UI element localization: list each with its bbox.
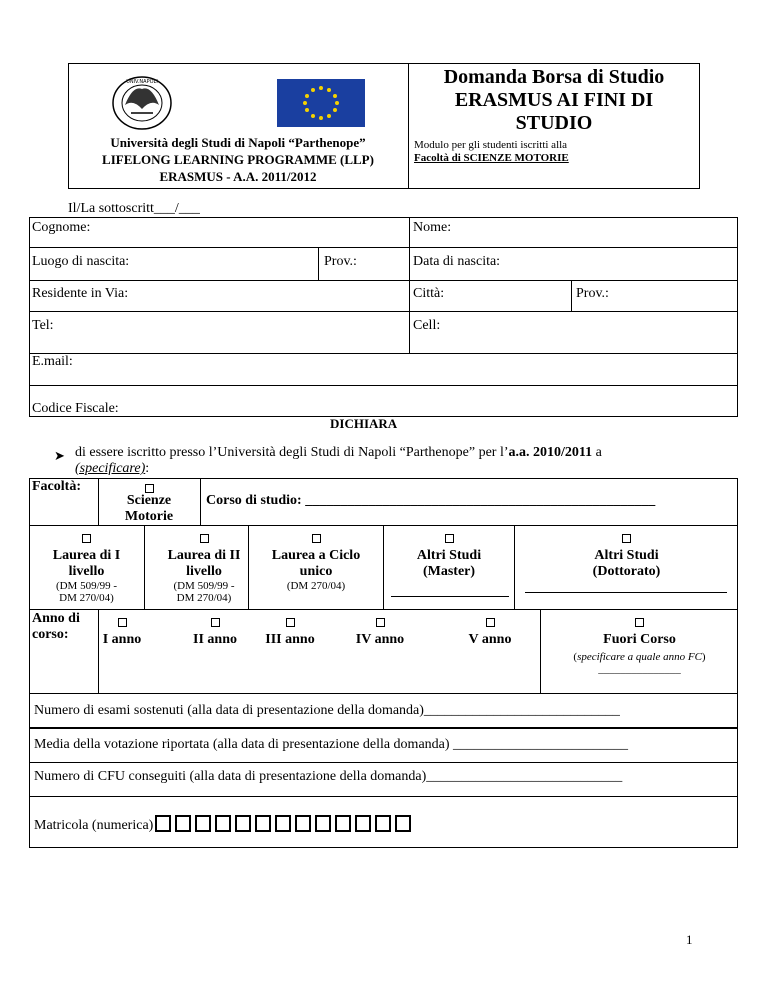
anno-iii-checkbox[interactable] (286, 618, 295, 627)
ciclo-unico-unico: unico (299, 564, 333, 579)
university-seal-icon (111, 75, 173, 136)
citta-field[interactable]: Città: (413, 286, 445, 301)
dottorato-blank-line[interactable] (525, 592, 727, 593)
programme-name: LIFELONG LEARNING PROGRAMME (LLP) (102, 152, 374, 167)
laurea-ii-label: Laurea di II (167, 548, 241, 563)
master-label: Altri Studi (416, 548, 482, 563)
laurea-i-dm-1: (DM 509/99 - (55, 580, 118, 592)
title-line-2: ERASMUS AI FINI DI (454, 89, 654, 111)
scienze-motorie-checkbox[interactable] (145, 484, 154, 493)
title-line-1: Domanda Borsa di Studio (443, 66, 665, 88)
anno-iv-checkbox[interactable] (376, 618, 385, 627)
specificare-note: (specificare): (75, 461, 150, 476)
dottorato-checkbox[interactable] (622, 534, 631, 543)
laurea-ii-livello: livello (186, 564, 222, 579)
cfu-field[interactable]: Numero di CFU conseguiti (alla data di presentazione della domanda)____________________________ (34, 769, 623, 784)
arrow-bullet-icon: ➤ (54, 448, 65, 463)
university-name: Università degli Studi di Napoli “Parthenope” (110, 135, 366, 150)
fuori-corso-note: (specificare a quale anno FC) (573, 651, 706, 663)
cognome-field[interactable]: Cognome: (32, 220, 91, 235)
facolta-label: Facoltà: (32, 479, 81, 494)
residente-field[interactable]: Residente in Via: (32, 286, 129, 301)
matricola-digit-box[interactable] (335, 815, 351, 832)
svg-text:UNIV.NAPOLI: UNIV.NAPOLI (126, 79, 158, 85)
fuori-corso-label: Fuori Corso (603, 632, 676, 647)
tel-field[interactable]: Tel: (32, 318, 54, 333)
anno-v-checkbox[interactable] (486, 618, 495, 627)
sottoscritt-label: Il/La sottoscritt___/___ (68, 201, 200, 216)
laurea-ii-checkbox[interactable] (200, 534, 209, 543)
scienze-label-2: Motorie (124, 509, 174, 524)
dichiara-heading: DICHIARA (330, 416, 398, 431)
matricola-digit-box[interactable] (275, 815, 291, 832)
dottorato-type: (Dottorato) (592, 564, 661, 579)
ciclo-unico-checkbox[interactable] (312, 534, 321, 543)
matricola-field[interactable]: Matricola (numerica) (34, 815, 415, 832)
ciclo-unico-dm: (DM 270/04) (286, 580, 346, 592)
master-checkbox[interactable] (445, 534, 454, 543)
email-field[interactable]: E.mail: (32, 354, 73, 369)
anno-v-label: V anno (468, 632, 512, 647)
scienze-label-1: Scienze (126, 493, 172, 508)
luogo-nascita-field[interactable]: Luogo di nascita: (32, 254, 130, 269)
facolta-text: Facoltà di SCIENZE MOTORIE (414, 152, 569, 164)
title-line-3: STUDIO (515, 112, 593, 134)
matricola-digit-box[interactable] (315, 815, 331, 832)
anno-iv-label: IV anno (355, 632, 405, 647)
page-number: 1 (686, 932, 693, 947)
master-type: (Master) (422, 564, 476, 579)
matricola-digit-box[interactable] (235, 815, 251, 832)
laurea-ii-dm-2: DM 270/04) (176, 592, 232, 604)
matricola-digit-box[interactable] (215, 815, 231, 832)
anno-ii-checkbox[interactable] (211, 618, 220, 627)
anno-label-2: corso: (32, 627, 69, 642)
ciclo-unico-label: Laurea a Ciclo (271, 548, 361, 563)
prov-field[interactable]: Prov.: (324, 254, 357, 269)
anno-i-checkbox[interactable] (118, 618, 127, 627)
cell-field[interactable]: Cell: (413, 318, 441, 333)
media-field[interactable]: Media della votazione riportata (alla data di presentazione della domanda) _________________________ (34, 737, 629, 752)
esami-field[interactable]: Numero di esami sostenuti (alla data di presentazione della domanda)____________________________ (34, 703, 620, 718)
erasmus-year: ERASMUS - A.A. 2011/2012 (159, 169, 317, 184)
header-divider (408, 63, 409, 189)
eu-flag-icon (277, 79, 365, 132)
matricola-digit-box[interactable] (175, 815, 191, 832)
anno-i-label: I anno (102, 632, 142, 647)
nome-field[interactable]: Nome: (413, 220, 452, 235)
laurea-i-label: Laurea di I (52, 548, 121, 563)
dichiara-statement: di essere iscritto presso l’Università degli Studi di Napoli “Parthenope” per l’a.a. 2010/2011 a (75, 445, 602, 460)
master-blank-line[interactable] (391, 596, 509, 597)
matricola-digit-box[interactable] (195, 815, 211, 832)
matricola-digit-box[interactable] (255, 815, 271, 832)
anno-iii-label: III anno (265, 632, 315, 647)
codice-fiscale-field[interactable]: Codice Fiscale: (32, 401, 119, 416)
prov2-field[interactable]: Prov.: (576, 286, 609, 301)
data-nascita-field[interactable]: Data di nascita: (413, 254, 501, 269)
matricola-digit-box[interactable] (155, 815, 171, 832)
matricola-digit-box[interactable] (295, 815, 311, 832)
laurea-i-livello: livello (68, 564, 105, 579)
laurea-i-checkbox[interactable] (82, 534, 91, 543)
modulo-text: Modulo per gli studenti iscritti alla (414, 139, 568, 151)
laurea-i-dm-2: DM 270/04) (59, 592, 114, 604)
fuori-corso-checkbox[interactable] (635, 618, 644, 627)
fuori-corso-blank[interactable]: _______________ (598, 663, 681, 675)
matricola-digit-box[interactable] (395, 815, 411, 832)
dottorato-label: Altri Studi (594, 548, 659, 563)
laurea-ii-dm-1: (DM 509/99 - (173, 580, 235, 592)
anno-ii-label: II anno (193, 632, 237, 647)
corso-studio-field[interactable]: Corso di studio: __________________________________________________ (206, 493, 656, 508)
matricola-digit-box[interactable] (375, 815, 391, 832)
anno-label-1: Anno di (32, 611, 80, 626)
matricola-digit-box[interactable] (355, 815, 371, 832)
